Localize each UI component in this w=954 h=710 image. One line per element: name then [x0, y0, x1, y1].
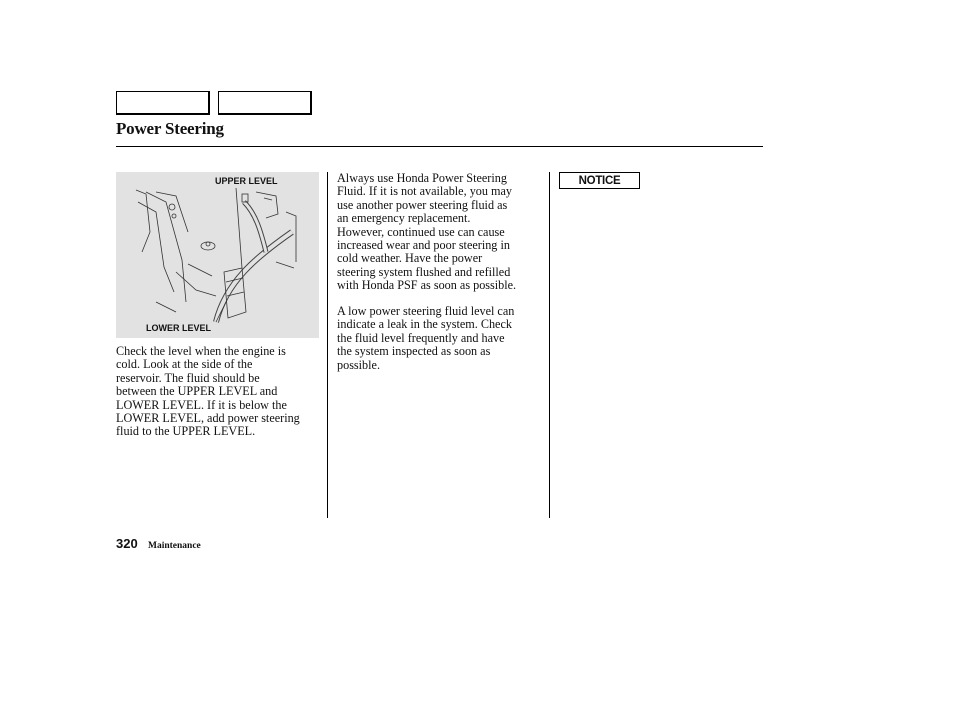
engine-bay-drawing	[116, 172, 319, 338]
page-number: 320	[116, 536, 138, 551]
notice-badge	[559, 172, 640, 189]
column-divider	[327, 172, 328, 518]
title-rule	[116, 146, 763, 147]
check-level-paragraph: Check the level when the engine is cold. Look at the side of the reservoir. The fluid should be between the UPPER LEVEL and LOWER LEVEL. If it is below the LOWER LEVEL, add power steering fluid to the UPPER LEVEL.	[116, 344, 300, 439]
notice-label: NOTICE	[578, 174, 621, 187]
reservoir-illustration	[116, 172, 319, 338]
leak-warning-paragraph: A low power steering fluid level can indicate a leak in the system. Check the fluid level frequently and have the system inspected as soon as possible.	[337, 304, 515, 372]
nav-button-previous[interactable]	[116, 91, 210, 115]
section-name: Maintenance	[148, 541, 201, 551]
page-title: Power Steering	[116, 119, 224, 138]
lower-level-label: LOWER LEVEL	[146, 323, 211, 333]
nav-button-next[interactable]	[218, 91, 312, 115]
column-divider	[549, 172, 550, 518]
upper-level-label: UPPER LEVEL	[215, 176, 278, 186]
fluid-type-paragraph: Always use Honda Power Steering Fluid. If it is not available, you may use another power steering fluid as an emergency replacement. However, continued use can cause increased wear and poor steering in cold weather. Have the power steering system flushed and refilled with Honda PSF as soon as possible.	[337, 171, 517, 293]
